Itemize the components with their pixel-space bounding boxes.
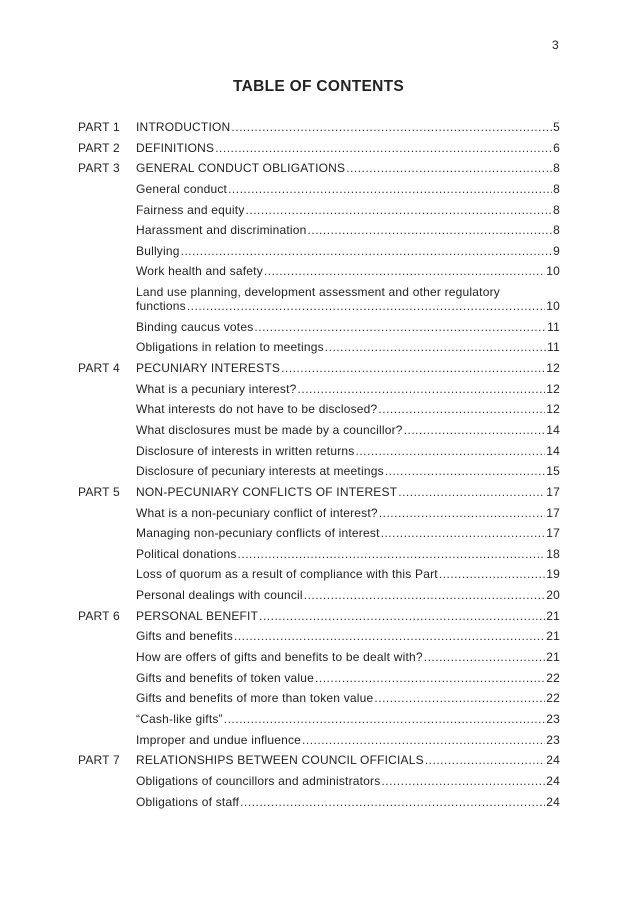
toc-page-number: 5 — [553, 120, 560, 134]
toc-section-entry[interactable] — [78, 671, 560, 685]
toc-entry-body — [136, 182, 560, 196]
toc-entry-title-continued: functions — [136, 299, 186, 314]
toc-page-number: 21 — [546, 629, 560, 644]
toc-part-entry[interactable] — [78, 361, 560, 375]
toc-entry-title: Fairness and equity — [136, 202, 245, 217]
toc-page-number: 20 — [546, 588, 560, 603]
toc-page-number: 22 — [546, 691, 560, 706]
toc-page-number: 23 — [546, 711, 560, 726]
toc-page-number: 12 — [546, 361, 560, 376]
toc-section-entry[interactable] — [78, 320, 560, 334]
toc-part-label: PART 7 — [78, 753, 120, 768]
toc-entry-body — [136, 161, 560, 175]
toc-section-entry[interactable] — [78, 526, 560, 540]
toc-page-number: 10 — [546, 264, 560, 279]
toc-entry-body — [136, 244, 560, 258]
toc-section-entry[interactable] — [78, 588, 560, 602]
toc-page-number: 24 — [546, 773, 560, 788]
toc-page-number: 10 — [546, 299, 560, 314]
toc-entry-body — [136, 120, 560, 134]
toc-entry-title: Disclosure of interests in written returns — [136, 443, 355, 458]
toc-page-number: 17 — [546, 526, 560, 541]
toc-dot-leader — [246, 203, 553, 217]
toc-entry-body — [136, 609, 560, 623]
toc-section-entry[interactable] — [78, 203, 560, 217]
toc-part-entry[interactable] — [78, 609, 560, 623]
toc-page-number: 8 — [553, 202, 560, 217]
toc-entry-title: Personal dealings with council — [136, 588, 303, 603]
toc-page-number: 19 — [546, 567, 560, 582]
toc-part-entry[interactable] — [78, 485, 560, 499]
toc-entry-title: RELATIONSHIPS BETWEEN COUNCIL OFFICIALS — [136, 753, 424, 768]
toc-entry-title: What disclosures must be made by a councillor? — [136, 422, 403, 437]
toc-entry-title: Obligations of councillors and administrators — [136, 773, 381, 788]
toc-section-entry[interactable] — [78, 547, 560, 561]
toc-entry-body — [136, 506, 560, 520]
toc-entry-body — [136, 382, 560, 396]
toc-part-label: PART 5 — [78, 484, 120, 499]
toc-entry-body — [136, 795, 560, 809]
toc-entry-title: Disclosure of pecuniary interests at meetings — [136, 464, 384, 479]
toc-entry-body — [136, 588, 560, 602]
toc-entry-body — [136, 567, 560, 581]
toc-page-number: 17 — [546, 484, 560, 499]
toc-dot-leader — [379, 506, 545, 520]
toc-section-entry[interactable] — [78, 733, 560, 747]
toc-part-label: PART 6 — [78, 608, 120, 623]
toc-entry-title: Binding caucus votes — [136, 319, 254, 334]
toc-section-entry[interactable] — [78, 567, 560, 581]
toc-entry-title: “Cash-like gifts” — [136, 711, 223, 726]
toc-dot-leader — [187, 299, 545, 313]
toc-entry-title: Obligations of staff — [136, 794, 240, 809]
toc-section-entry[interactable] — [78, 629, 560, 643]
toc-page-number: 23 — [546, 732, 560, 747]
toc-entry-title: Managing non-pecuniary conflicts of interest — [136, 526, 380, 541]
toc-entry-body — [136, 485, 560, 499]
toc-entry-body — [136, 650, 560, 664]
toc-page-number: 12 — [546, 402, 560, 417]
toc-entry-title: GENERAL CONDUCT OBLIGATIONS — [136, 161, 346, 176]
page-number: 3 — [552, 38, 559, 52]
toc-dot-leader — [424, 650, 546, 664]
table-of-contents — [78, 120, 560, 815]
toc-entry-title: What is a pecuniary interest? — [136, 381, 297, 396]
toc-entry-body — [136, 340, 560, 354]
toc-dot-leader — [298, 382, 546, 396]
toc-section-entry[interactable] — [78, 402, 560, 416]
toc-page-number: 14 — [546, 422, 560, 437]
toc-part-entry[interactable] — [78, 120, 560, 134]
toc-entry-body — [136, 712, 560, 726]
toc-entry-title: Harassment and discrimination — [136, 223, 307, 238]
toc-page-number: 9 — [553, 243, 560, 258]
toc-dot-leader — [381, 526, 546, 540]
toc-dot-leader — [325, 340, 546, 354]
toc-entry-body — [136, 264, 560, 278]
toc-page-number: 8 — [553, 161, 560, 176]
toc-section-entry[interactable] — [78, 264, 560, 278]
toc-entry-title: PERSONAL BENEFIT — [136, 608, 259, 623]
toc-entry-title: How are offers of gifts and benefits to be dealt with? — [136, 650, 423, 665]
toc-dot-leader — [181, 244, 553, 258]
toc-section-entry[interactable] — [78, 712, 560, 726]
toc-entry-title: PECUNIARY INTERESTS — [136, 361, 281, 376]
toc-entry-title: Loss of quorum as a result of compliance with this Part — [136, 567, 438, 582]
toc-section-entry[interactable] — [78, 650, 560, 664]
toc-page-number: 11 — [547, 319, 560, 334]
toc-section-entry[interactable] — [78, 285, 560, 313]
toc-section-entry[interactable] — [78, 691, 560, 705]
toc-entry-body — [136, 774, 560, 788]
toc-entry-body — [136, 361, 560, 375]
toc-dot-leader — [304, 588, 545, 602]
toc-section-entry[interactable] — [78, 464, 560, 478]
toc-dot-leader — [259, 609, 545, 623]
page-title: TABLE OF CONTENTS — [233, 78, 404, 95]
toc-entry-title: INTRODUCTION — [136, 120, 231, 134]
toc-entry-title: Land use planning, development assessment and other regulatory — [136, 285, 500, 300]
toc-entry-body — [136, 223, 560, 237]
toc-dot-leader — [315, 671, 545, 685]
toc-page-number: 17 — [546, 505, 560, 520]
toc-entry-body — [136, 464, 560, 478]
toc-part-label: PART 3 — [78, 161, 120, 176]
toc-dot-leader — [281, 361, 545, 375]
toc-page-number: 24 — [546, 794, 560, 809]
toc-part-label: PART 4 — [78, 361, 120, 376]
toc-entry-body — [136, 423, 560, 437]
toc-entry-body — [136, 141, 560, 155]
toc-section-entry[interactable] — [78, 223, 560, 237]
toc-part-entry[interactable] — [78, 141, 560, 155]
toc-section-entry[interactable] — [78, 382, 560, 396]
toc-dot-leader — [374, 691, 545, 705]
toc-dot-leader — [224, 712, 546, 726]
toc-entry-body — [136, 691, 560, 705]
toc-page-number: 18 — [546, 546, 560, 561]
toc-entry-title: Obligations in relation to meetings — [136, 340, 324, 355]
toc-entry-line2 — [136, 299, 560, 313]
toc-page-number: 11 — [547, 340, 560, 355]
toc-dot-leader — [398, 485, 545, 499]
toc-dot-leader — [425, 753, 545, 767]
toc-entry-body — [136, 629, 560, 643]
toc-entry-body — [136, 203, 560, 217]
toc-entry-body — [136, 402, 560, 416]
toc-entry-title: Improper and undue influence — [136, 732, 302, 747]
toc-section-entry[interactable] — [78, 774, 560, 788]
toc-entry-body — [136, 753, 560, 767]
toc-entry-body — [136, 733, 560, 747]
toc-dot-leader — [355, 444, 545, 458]
toc-page-number: 14 — [546, 443, 560, 458]
toc-entry-body — [136, 526, 560, 540]
toc-part-entry[interactable] — [78, 161, 560, 175]
toc-dot-leader — [240, 795, 545, 809]
toc-dot-leader — [238, 547, 546, 561]
toc-page-number: 8 — [553, 223, 560, 238]
toc-page-number: 21 — [546, 608, 560, 623]
toc-section-entry[interactable] — [78, 506, 560, 520]
toc-dot-leader — [378, 402, 545, 416]
toc-entry-title: DEFINITIONS — [136, 140, 215, 155]
toc-entry-body — [136, 285, 560, 313]
toc-dot-leader — [439, 567, 545, 581]
toc-page-number: 8 — [553, 181, 560, 196]
toc-entry-title: What is a non-pecuniary conflict of interest? — [136, 505, 378, 520]
toc-dot-leader — [228, 182, 552, 196]
toc-section-entry[interactable] — [78, 182, 560, 196]
toc-entry-body — [136, 320, 560, 334]
toc-entry-title: NON-PECUNIARY CONFLICTS OF INTEREST — [136, 484, 398, 499]
toc-dot-leader — [404, 423, 546, 437]
toc-entry-body — [136, 671, 560, 685]
toc-entry-title: General conduct — [136, 181, 228, 196]
toc-part-label: PART 1 — [78, 120, 120, 134]
toc-dot-leader — [234, 629, 545, 643]
toc-dot-leader — [308, 223, 553, 237]
toc-part-label: PART 2 — [78, 140, 120, 155]
toc-dot-leader — [381, 774, 545, 788]
toc-entry-body — [136, 547, 560, 561]
toc-entry-title: What interests do not have to be disclosed? — [136, 402, 378, 417]
toc-entry-title: Work health and safety — [136, 264, 263, 279]
toc-part-entry[interactable] — [78, 753, 560, 767]
toc-page-number: 22 — [546, 670, 560, 685]
toc-section-entry[interactable] — [78, 340, 560, 354]
toc-section-entry[interactable] — [78, 423, 560, 437]
toc-entry-title: Gifts and benefits of token value — [136, 670, 315, 685]
toc-dot-leader — [215, 141, 552, 155]
toc-dot-leader — [346, 161, 552, 175]
toc-dot-leader — [254, 320, 546, 334]
toc-dot-leader — [302, 733, 545, 747]
toc-entry-title: Gifts and benefits of more than token value — [136, 691, 374, 706]
toc-dot-leader — [385, 464, 545, 478]
toc-dot-leader — [231, 120, 552, 134]
toc-section-entry[interactable] — [78, 444, 560, 458]
toc-section-entry[interactable] — [78, 244, 560, 258]
toc-page-number: 24 — [546, 753, 560, 768]
toc-page-number: 12 — [546, 381, 560, 396]
toc-entry-title: Gifts and benefits — [136, 629, 233, 644]
toc-entry-title: Bullying — [136, 243, 180, 258]
toc-entry-body — [136, 444, 560, 458]
toc-page-number: 6 — [553, 140, 560, 155]
toc-dot-leader — [264, 264, 545, 278]
toc-page-number: 21 — [546, 650, 560, 665]
toc-entry-title: Political donations — [136, 546, 237, 561]
toc-section-entry[interactable] — [78, 795, 560, 809]
toc-page-number: 15 — [546, 464, 560, 479]
